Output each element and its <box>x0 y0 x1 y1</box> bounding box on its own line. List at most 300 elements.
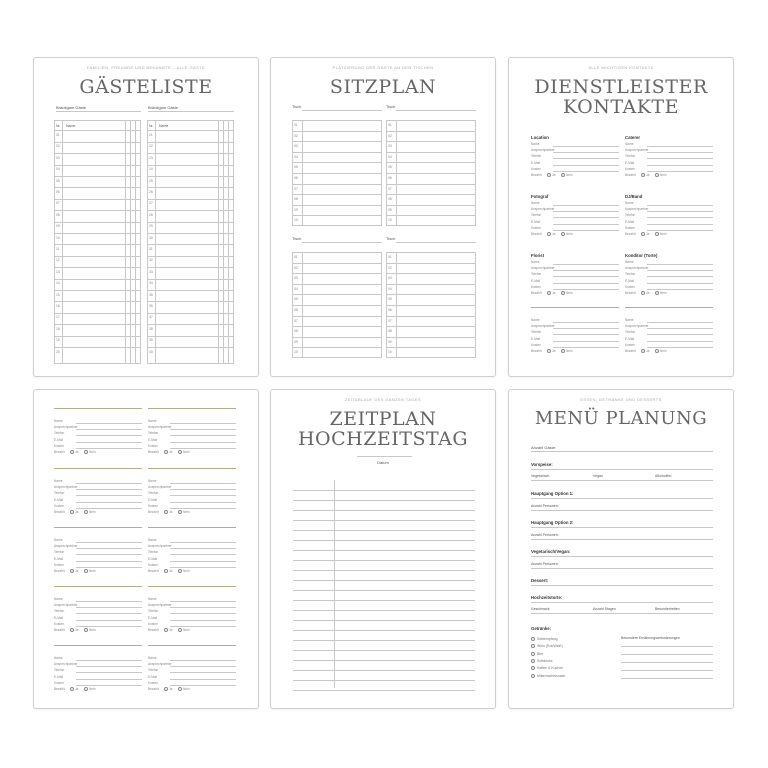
vendor-paid-label: Bezahlt <box>148 687 159 691</box>
no-radio[interactable] <box>84 687 88 691</box>
menu-veg-option-1: Vegetarisch <box>531 474 550 478</box>
menu-main-1-persons-line <box>531 510 713 511</box>
seat-line <box>386 194 476 195</box>
vendor-field-label: E-Mail <box>531 160 541 165</box>
vendor-field-label: Kosten <box>148 443 158 448</box>
vendor-field-label: Ansprechpartner <box>625 207 649 212</box>
drink-checkbox[interactable] <box>531 644 535 648</box>
vendor-field-label: Kosten <box>531 166 541 171</box>
timeline-date-line <box>357 456 412 457</box>
vendor-field-line <box>553 152 619 153</box>
vendor-field-line <box>553 283 619 284</box>
vendor-field-label: Name <box>148 479 157 483</box>
guest-row-line <box>147 290 234 291</box>
yes-radio[interactable] <box>641 291 645 295</box>
timeline-row-line[interactable] <box>293 540 475 541</box>
vendor-field-label: Ansprechpartner <box>148 603 172 608</box>
guest-row-line <box>54 176 141 177</box>
vendor-field-line <box>170 685 236 686</box>
yes-label: Ja <box>75 687 79 691</box>
vendor-field-label: Kosten <box>625 225 635 230</box>
vendor-field-label: E-Mail <box>54 615 64 620</box>
timeline-row-line[interactable] <box>293 630 475 631</box>
vendor-field-label: Kosten <box>531 225 541 230</box>
vendor-field-label: Kosten <box>148 562 158 567</box>
seat-number: 08 <box>294 197 298 202</box>
vendor-field-line <box>76 567 142 568</box>
yes-label: Ja <box>169 628 173 632</box>
seat-number: 07 <box>388 186 392 191</box>
vendor-field-label: Kosten <box>148 621 158 626</box>
guest-row-number: 26 <box>149 189 153 194</box>
vendor-field-line <box>553 334 619 335</box>
vendor-field-label: Telefon <box>148 431 159 436</box>
vendor-paid-label: Bezahlt <box>54 687 65 691</box>
seat-number: 01 <box>388 123 392 127</box>
seat-line <box>292 141 382 142</box>
vendor-block-divider <box>148 586 236 587</box>
vendor-field-line <box>647 158 713 159</box>
guest-row-line <box>54 336 141 337</box>
guest-row-line <box>147 336 234 337</box>
no-radio[interactable] <box>561 173 565 177</box>
seat-line <box>386 326 476 327</box>
vendor-field-line <box>553 264 619 265</box>
vendor-field-label: Telefon <box>531 154 542 159</box>
no-label: Nein <box>566 291 573 295</box>
vendor-block-title: Caterer <box>625 135 641 140</box>
seat-number: 03 <box>294 144 298 149</box>
vendor-field-line <box>647 152 713 153</box>
vendor-field-label: Telefon <box>148 491 159 496</box>
vendor-field-label: Ansprechpartner <box>531 148 555 153</box>
no-label: Nein <box>566 232 573 236</box>
vendor-field-label: Kosten <box>625 342 635 347</box>
menu-title: MENÜ PLANUNG <box>534 408 708 429</box>
guest-row-number: 31 <box>149 246 153 251</box>
yes-radio[interactable] <box>164 450 168 454</box>
guest-row-line <box>147 313 234 314</box>
seat-number: 10 <box>388 350 392 355</box>
seat-number: 06 <box>388 308 392 312</box>
timeline-row-line[interactable] <box>293 580 475 581</box>
vendor-block-divider <box>54 408 142 409</box>
vendor-field-line <box>170 666 236 667</box>
yes-radio[interactable] <box>70 569 74 573</box>
vendor-field-label: Kosten <box>148 680 158 685</box>
yes-radio[interactable] <box>70 450 74 454</box>
guest-row-line <box>147 210 234 211</box>
no-radio[interactable] <box>655 349 659 353</box>
no-radio[interactable] <box>178 569 182 573</box>
vendor-paid-label: Bezahlt <box>531 232 542 236</box>
vendor-field-label: E-Mail <box>625 219 635 224</box>
seat-line <box>386 284 476 285</box>
table-label-line <box>302 242 382 243</box>
vendor-block-divider <box>531 307 619 308</box>
vendor-field-label: Ansprechpartner <box>625 148 649 153</box>
vendor-field-line <box>76 607 142 608</box>
guest-row-line <box>54 244 141 245</box>
yes-label: Ja <box>552 349 556 353</box>
seat-line <box>386 162 476 163</box>
no-radio[interactable] <box>84 628 88 632</box>
vendor-field-label: Name <box>625 142 634 146</box>
seat-line <box>292 347 382 348</box>
timeline-row-line[interactable] <box>293 610 475 611</box>
no-radio[interactable] <box>84 510 88 514</box>
no-radio[interactable] <box>561 349 565 353</box>
table-label-line <box>396 110 476 111</box>
drink-checkbox[interactable] <box>531 659 535 663</box>
drink-checkbox[interactable] <box>531 637 535 641</box>
vendor-field-line <box>170 672 236 673</box>
guest-row-number: 30 <box>149 235 153 240</box>
vendor-field-label: Name <box>54 479 63 483</box>
vendor-field-line <box>553 146 619 147</box>
guest-row-number: 19 <box>56 338 60 343</box>
yes-label: Ja <box>75 450 79 454</box>
vendor-field-line <box>76 620 142 621</box>
seat-line <box>292 173 382 174</box>
vendor-field-label: Name <box>531 318 540 322</box>
no-radio[interactable] <box>84 569 88 573</box>
vendor-block-title: Location <box>531 135 549 140</box>
guest-row-line <box>147 199 234 200</box>
vendor-paid-label: Bezahlt <box>148 450 159 454</box>
vendor-field-line <box>76 423 142 424</box>
timeline-row-line[interactable] <box>293 650 475 651</box>
vendor-field-line <box>647 205 713 206</box>
vendor-field-label: Telefon <box>148 668 159 673</box>
vendor-field-label: Telefon <box>54 491 65 496</box>
yes-radio[interactable] <box>164 687 168 691</box>
no-radio[interactable] <box>561 291 565 295</box>
no-radio[interactable] <box>84 450 88 454</box>
no-label: Nein <box>89 450 96 454</box>
guest-col-divider <box>218 120 219 364</box>
menu-notes-line[interactable] <box>621 646 713 647</box>
drink-checkbox[interactable] <box>531 666 535 670</box>
guest-row-number: 37 <box>149 315 153 320</box>
drink-label: Bier <box>537 651 544 656</box>
guest-row-line <box>147 222 234 223</box>
menu-notes-line[interactable] <box>621 662 713 663</box>
vendor-field-line <box>76 679 142 680</box>
seat-line <box>386 347 476 348</box>
vendor-field-label: E-Mail <box>54 674 64 679</box>
table-label-line <box>396 242 476 243</box>
vendor-field-line <box>170 679 236 680</box>
guest-row-number: 39 <box>149 338 153 343</box>
guest-list-subtitle: FAMILIEN, FREUNDE UND BEKANNTE – ALLE GÄSTE <box>86 65 206 70</box>
vendor-field-label: E-Mail <box>54 556 64 561</box>
vendor-field-label: Ansprechpartner <box>54 544 78 549</box>
timeline-row-line[interactable] <box>293 680 475 681</box>
guest-row-line <box>147 267 234 268</box>
yes-label: Ja <box>552 232 556 236</box>
guest-row-line <box>54 313 141 314</box>
vendor-field-line <box>170 561 236 562</box>
vendor-field-line <box>76 442 142 443</box>
seat-number: 01 <box>388 255 392 259</box>
guest-list-table-right <box>147 120 234 364</box>
menu-notes-line[interactable] <box>621 670 713 671</box>
vendor-field-line <box>170 626 236 627</box>
yes-label: Ja <box>75 510 79 514</box>
page-vendors-continued <box>33 389 259 709</box>
yes-label: Ja <box>75 628 79 632</box>
guest-row-line <box>54 210 141 211</box>
vendor-field-label: Ansprechpartner <box>148 485 172 490</box>
timeline-row-line[interactable] <box>293 620 475 621</box>
no-radio[interactable] <box>561 232 565 236</box>
timeline-row-line[interactable] <box>293 590 475 591</box>
vendor-field-label: Kosten <box>531 284 541 289</box>
guest-row-line <box>54 199 141 200</box>
seat-line <box>386 215 476 216</box>
vendor-field-line <box>76 626 142 627</box>
guest-row-number: 21 <box>149 132 153 137</box>
guest-list-left-label: Bräutigam Gäste <box>56 105 87 110</box>
yes-radio[interactable] <box>547 232 551 236</box>
timeline-row-line[interactable] <box>293 510 475 511</box>
drink-checkbox[interactable] <box>531 674 535 678</box>
yes-radio[interactable] <box>641 173 645 177</box>
page-menu <box>508 389 734 709</box>
vendor-block-divider <box>148 645 236 646</box>
timeline-row-line[interactable] <box>293 670 475 671</box>
guest-row-line <box>54 347 141 348</box>
guest-row-line <box>147 142 234 143</box>
menu-cake-field-3: Besonderheiten <box>655 607 680 611</box>
yes-radio[interactable] <box>70 687 74 691</box>
no-radio[interactable] <box>178 510 182 514</box>
no-radio[interactable] <box>178 450 182 454</box>
vendor-block-divider <box>148 408 236 409</box>
vendor-field-label: Telefon <box>625 272 636 277</box>
no-radio[interactable] <box>655 291 659 295</box>
guest-row-number: 05 <box>56 178 60 183</box>
yes-radio[interactable] <box>641 232 645 236</box>
vendor-paid-label: Bezahlt <box>148 569 159 573</box>
seat-line <box>292 316 382 317</box>
yes-radio[interactable] <box>547 291 551 295</box>
guest-row-number: 23 <box>149 155 153 160</box>
seat-line <box>386 273 476 274</box>
vendor-field-label: Name <box>531 142 540 146</box>
vendor-field-line <box>76 495 142 496</box>
drink-checkbox[interactable] <box>531 652 535 656</box>
menu-notes-line[interactable] <box>621 654 713 655</box>
vendor-field-label: E-Mail <box>148 674 158 679</box>
page-guest-list <box>33 57 259 377</box>
vendor-field-line <box>170 423 236 424</box>
guest-row-number: 10 <box>56 235 60 240</box>
vendor-block-title: Konditor (Torte) <box>625 253 658 258</box>
vendor-field-line <box>76 601 142 602</box>
vendor-field-line <box>647 224 713 225</box>
drink-label: Wein (Rot/Weiß) <box>537 644 563 649</box>
vendor-field-line <box>76 489 142 490</box>
guest-row-line <box>147 153 234 154</box>
vendor-paid-label: Bezahlt <box>625 291 636 295</box>
vendor-field-line <box>553 217 619 218</box>
yes-radio[interactable] <box>547 349 551 353</box>
guest-col-divider <box>223 120 224 364</box>
seat-number: 02 <box>294 265 298 270</box>
guest-row-line <box>54 279 141 280</box>
seat-line <box>292 205 382 206</box>
no-label: Nein <box>89 510 96 514</box>
yes-radio[interactable] <box>164 628 168 632</box>
yes-radio[interactable] <box>547 173 551 177</box>
vendor-field-line <box>76 660 142 661</box>
seat-number: 05 <box>294 165 298 170</box>
page-seating <box>270 57 496 377</box>
guest-row-number: 12 <box>56 258 60 263</box>
guest-row-line <box>54 256 141 257</box>
vendor-field-line <box>170 620 236 621</box>
yes-label: Ja <box>646 232 650 236</box>
timeline-row-line[interactable] <box>293 660 475 661</box>
vendor-field-line <box>553 341 619 342</box>
vendor-paid-label: Bezahlt <box>625 349 636 353</box>
no-label: Nein <box>183 510 190 514</box>
vendor-field-line <box>76 483 142 484</box>
yes-radio[interactable] <box>641 349 645 353</box>
guest-col-divider <box>135 120 136 364</box>
guest-row-line <box>147 187 234 188</box>
timeline-subtitle: ZEITABLAUF DES GANZEN TAGES <box>344 397 422 402</box>
yes-radio[interactable] <box>164 510 168 514</box>
vendor-field-label: Name <box>148 656 157 660</box>
no-radio[interactable] <box>655 173 659 177</box>
menu-veg-option-2: Vegan <box>593 474 603 478</box>
menu-starter: Vorspeise: <box>531 462 553 467</box>
guest-row-line <box>54 301 141 302</box>
timeline-row-line[interactable] <box>293 550 475 551</box>
no-radio[interactable] <box>178 687 182 691</box>
vendor-field-label: E-Mail <box>54 437 64 442</box>
no-label: Nein <box>183 450 190 454</box>
timeline-row-line[interactable] <box>293 600 475 601</box>
timeline-row-line[interactable] <box>293 560 475 561</box>
yes-radio[interactable] <box>70 628 74 632</box>
guest-row-line <box>147 233 234 234</box>
menu-drinks: Getränke: <box>531 626 552 631</box>
guest-row-number: 06 <box>56 189 60 194</box>
seat-number: 05 <box>388 297 392 302</box>
seat-line <box>386 337 476 338</box>
guest-row-line <box>54 290 141 291</box>
yes-label: Ja <box>169 569 173 573</box>
no-label: Nein <box>89 687 96 691</box>
vendor-field-label: Ansprechpartner <box>54 603 78 608</box>
seat-number: 04 <box>388 286 392 291</box>
vendor-field-label: E-Mail <box>148 497 158 502</box>
seat-number: 10 <box>388 218 392 223</box>
vendor-field-label: Ansprechpartner <box>54 662 78 667</box>
guest-row-line <box>147 256 234 257</box>
guest-row-number: 07 <box>56 201 60 206</box>
vendor-field-line <box>76 613 142 614</box>
vendor-field-line <box>553 211 619 212</box>
vendor-block-divider <box>625 307 713 308</box>
timeline-row-line[interactable] <box>293 520 475 521</box>
vendor-field-line <box>647 283 713 284</box>
vendor-field-line <box>553 230 619 231</box>
vendor-field-line <box>170 567 236 568</box>
table-label: Tisch <box>292 236 302 241</box>
seat-line <box>292 184 382 185</box>
vendor-field-line <box>553 347 619 348</box>
guest-row-line <box>147 130 234 131</box>
guest-row-number: 22 <box>149 144 153 149</box>
guest-row-number: 08 <box>56 212 60 217</box>
seat-number: 08 <box>294 329 298 334</box>
no-radio[interactable] <box>655 232 659 236</box>
yes-radio[interactable] <box>164 569 168 573</box>
vendor-field-line <box>76 554 142 555</box>
vendor-block-divider <box>54 468 142 469</box>
timeline-row-line[interactable] <box>293 500 475 501</box>
vendor-field-label: Name <box>148 597 157 601</box>
vendor-field-line <box>76 508 142 509</box>
menu-main-1: Hauptgang Option 1: <box>531 491 574 496</box>
vendor-field-line <box>647 230 713 231</box>
seat-line <box>292 294 382 295</box>
menu-veg-option-3: Alkoholfrei <box>655 474 672 478</box>
menu-main-1-line <box>531 498 713 499</box>
timeline-row-line[interactable] <box>293 530 475 531</box>
timeline-row-line[interactable] <box>293 640 475 641</box>
timeline-row-line[interactable] <box>293 690 475 691</box>
timeline-title-line2: HOCHZEITSTAG <box>297 428 469 450</box>
drink-label: Kaffee & Kuchen <box>537 666 564 671</box>
vendor-block-divider <box>54 645 142 646</box>
vendor-field-line <box>170 554 236 555</box>
vendor-block-divider <box>54 586 142 587</box>
menu-dessert-line <box>531 585 713 586</box>
yes-label: Ja <box>169 450 173 454</box>
timeline-time-column <box>334 480 335 688</box>
seat-number: 09 <box>294 207 298 212</box>
guest-col-divider <box>130 120 131 364</box>
vendor-field-label: Kosten <box>625 284 635 289</box>
guest-row-number: 32 <box>149 258 153 263</box>
yes-radio[interactable] <box>70 510 74 514</box>
seat-line <box>292 152 382 153</box>
vendor-field-line <box>76 666 142 667</box>
guest-col-divider <box>155 120 156 364</box>
vendor-field-line <box>76 672 142 673</box>
menu-notes-line[interactable] <box>621 678 713 679</box>
menu-vegan-line <box>531 556 713 557</box>
seat-number: 04 <box>388 154 392 159</box>
vendor-field-label: Telefon <box>625 330 636 335</box>
guest-row-number: 14 <box>56 281 60 286</box>
guest-row-line <box>54 324 141 325</box>
timeline-row-line[interactable] <box>293 490 475 491</box>
vendor-field-line <box>170 442 236 443</box>
guest-row-number: 29 <box>149 224 153 229</box>
guest-list-col-no: Nr. <box>56 124 61 128</box>
no-radio[interactable] <box>178 628 182 632</box>
no-label: Nein <box>566 173 573 177</box>
guest-row-line <box>147 176 234 177</box>
timeline-row-line[interactable] <box>293 570 475 571</box>
